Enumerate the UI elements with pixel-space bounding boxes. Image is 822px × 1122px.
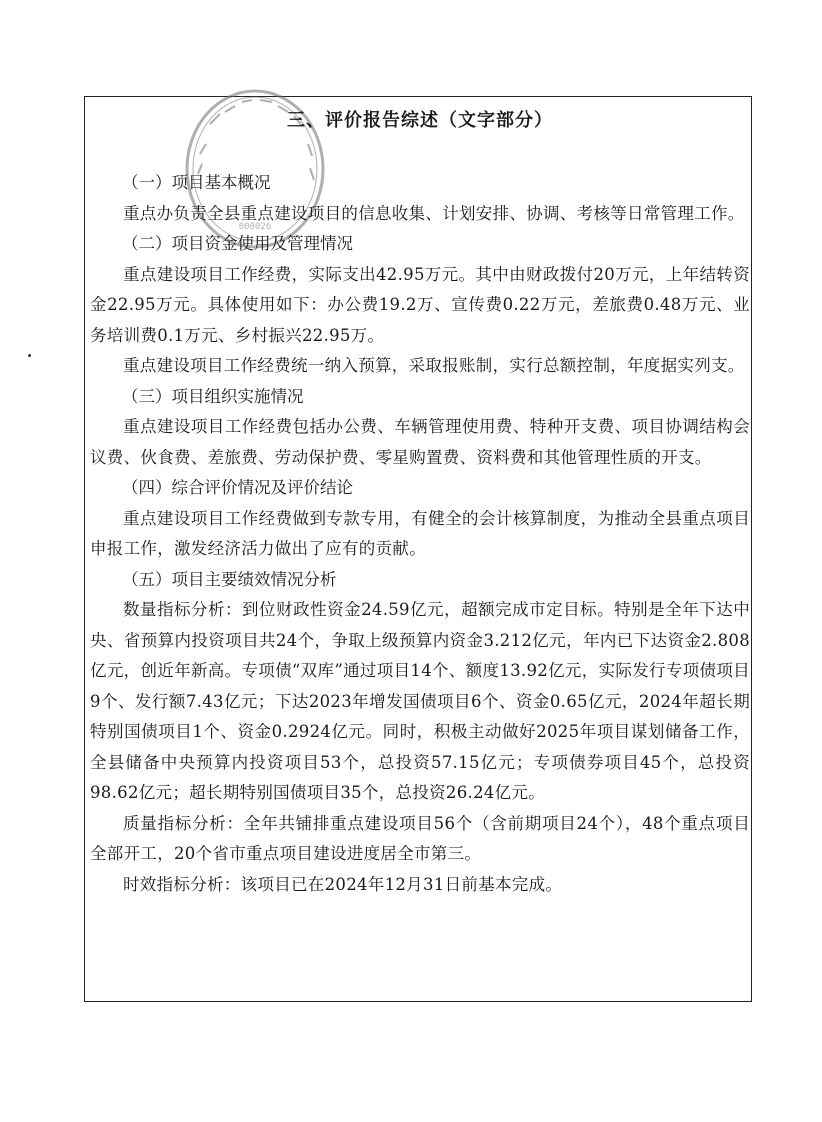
section-heading: （二）项目资金使用及管理情况 [122,234,353,253]
section-heading: （四）综合评价情况及评价结论 [122,478,353,497]
paragraph: 数量指标分析：到位财政性资金24.59亿元，超额完成市定目标。特别是全年下达中央、省预算内投资项目共24个，争取上级预算内资金3.212亿元，年内已下达资金2.808亿元，创近年新高。专项债“双库”通过项目14个、额度13.92亿元，实际发行专项债项目9个、发行额7.43亿元；下达2023年增发国债项目6个、资金0.65亿元，2024年超长期特别国债项目1个、资金0.2924亿元。同时，积极主动做好2025年项目谋划储备工作，全县储备中央预算内投资项目53个，总投资57.15亿元；专项债券项目45个，总投资98.62亿元；超长期特别国债项目35个，总投资26.24亿元。 [90,600,750,802]
section-heading: （五）项目主要绩效情况分析 [122,569,337,589]
seal-serial-number: 000026 [238,222,272,232]
page-title: 三、评价报告综述（文字部分） [287,110,553,131]
section-5 [90,565,750,901]
section-4 [90,473,750,565]
scan-speck [28,354,31,357]
paragraph: 重点办负责全县重点建设项目的信息收集、计划安排、协调、考核等日常管理工作。 [123,203,745,223]
paragraph: 质量指标分析：全年共铺排重点建设项目56个（含前期项目24个），48个重点项目全部开工，20个省市重点项目建设进度居全市第三。 [90,813,750,863]
section-heading: （一）项目基本概况 [122,173,271,192]
paragraph: 重点建设项目工作经费，实际支出42.95万元。其中由财政拨付20万元，上年结转资金22.95万元。具体使用如下：办公费19.2万、宣传费0.22万元，差旅费0.48万元、业务培训费0.1万元、乡村振兴22.95万。 [90,264,750,345]
paragraph: 时效指标分析：该项目已在2024年12月31日前基本完成。 [123,874,563,894]
section-3 [90,382,750,474]
paragraph: 重点建设项目工作经费统一纳入预算，采取报账制，实行总额控制，年度据实列支。 [123,356,745,375]
section-2 [90,229,750,382]
section-heading: （三）项目组织实施情况 [122,386,304,406]
paragraph: 重点建设项目工作经费做到专款专用，有健全的会计核算制度，为推动全县重点项目申报工作，激发经济活力做出了应有的贡献。 [90,508,750,558]
document-body [90,108,750,900]
section-1 [90,168,750,229]
paragraph: 重点建设项目工作经费包括办公费、车辆管理使用费、特种开支费、项目协调结构会议费、伙食费、差旅费、劳动保护费、零星购置费、资料费和其他管理性质的开支。 [90,417,750,467]
